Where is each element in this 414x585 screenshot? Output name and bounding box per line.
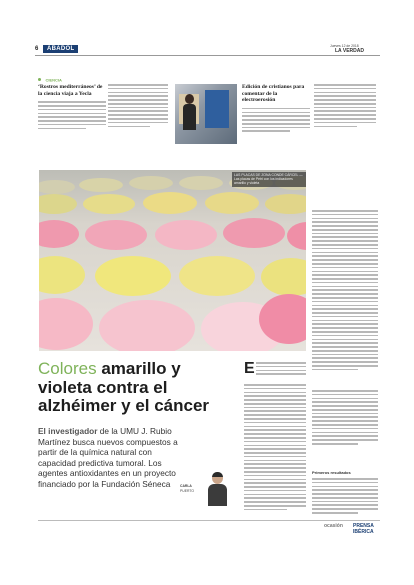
brief-article-1 bbox=[38, 84, 106, 131]
brief-title: Edición de cristianos para comentar de la electroerosión bbox=[242, 84, 305, 104]
author-avatar bbox=[206, 472, 228, 506]
photo-caption: LAS PLACAS DE ZONA CONDE CÁRCEL — Las placas de Petri con los indicadores amarillo y violeta bbox=[232, 172, 306, 187]
footer-right-brand: PRENSA IBÉRICA bbox=[353, 523, 374, 535]
footer-rule bbox=[38, 520, 380, 521]
brief-title: ‘Rostros mediterráneos’ de la ciencia viaja a Yecla bbox=[38, 84, 103, 97]
headline bbox=[38, 360, 238, 416]
body-column-right bbox=[312, 210, 378, 373]
date-line: Jueves 12 de 2018 bbox=[330, 44, 359, 48]
page-header bbox=[35, 44, 380, 56]
byline-name: CARLA bbox=[180, 484, 192, 488]
brief-article-2 bbox=[242, 84, 310, 134]
body-column-1 bbox=[256, 362, 306, 377]
subheadline-lead: El investigador bbox=[38, 426, 98, 436]
publication-name: LA VERDAD bbox=[335, 48, 364, 54]
body-column-right-2 bbox=[312, 390, 378, 447]
section-bullet-icon bbox=[38, 78, 41, 81]
body-column-1b bbox=[244, 384, 306, 513]
page-footer bbox=[38, 520, 380, 535]
body-column-right-3 bbox=[312, 478, 378, 516]
main-photo-petri-dishes bbox=[39, 170, 306, 351]
sidebar-heading: Primeros resultados bbox=[312, 470, 351, 475]
byline-surname: PUERTO bbox=[180, 489, 195, 493]
section-label: CIENCIA bbox=[45, 77, 62, 83]
drop-cap: E bbox=[244, 360, 255, 377]
byline bbox=[180, 478, 240, 518]
footer-left-brand: ocasión bbox=[324, 523, 343, 529]
headline-main: amarillo y violeta contra el alzhéimer y el cáncer bbox=[38, 359, 210, 415]
brief-body-text bbox=[38, 101, 106, 129]
brief-body-text bbox=[242, 108, 310, 132]
subheadline bbox=[38, 426, 178, 489]
brief-photo bbox=[175, 84, 237, 144]
brief-2-col-2 bbox=[314, 84, 376, 129]
page-number: 6 bbox=[35, 46, 39, 52]
headline-accent: Colores bbox=[38, 359, 97, 378]
brief-1-col-2 bbox=[108, 84, 168, 129]
header-rule bbox=[35, 55, 380, 56]
subheadline-text: de la UMU J. Rubio Martínez busca nuevos compuestos a partir de la química natural con capacidad predictiva tumoral. Los agentes antioxidantes en un proyecto financiado por la Fundación Séneca bbox=[38, 426, 178, 489]
section-tab[interactable]: ABADOL bbox=[43, 45, 78, 53]
